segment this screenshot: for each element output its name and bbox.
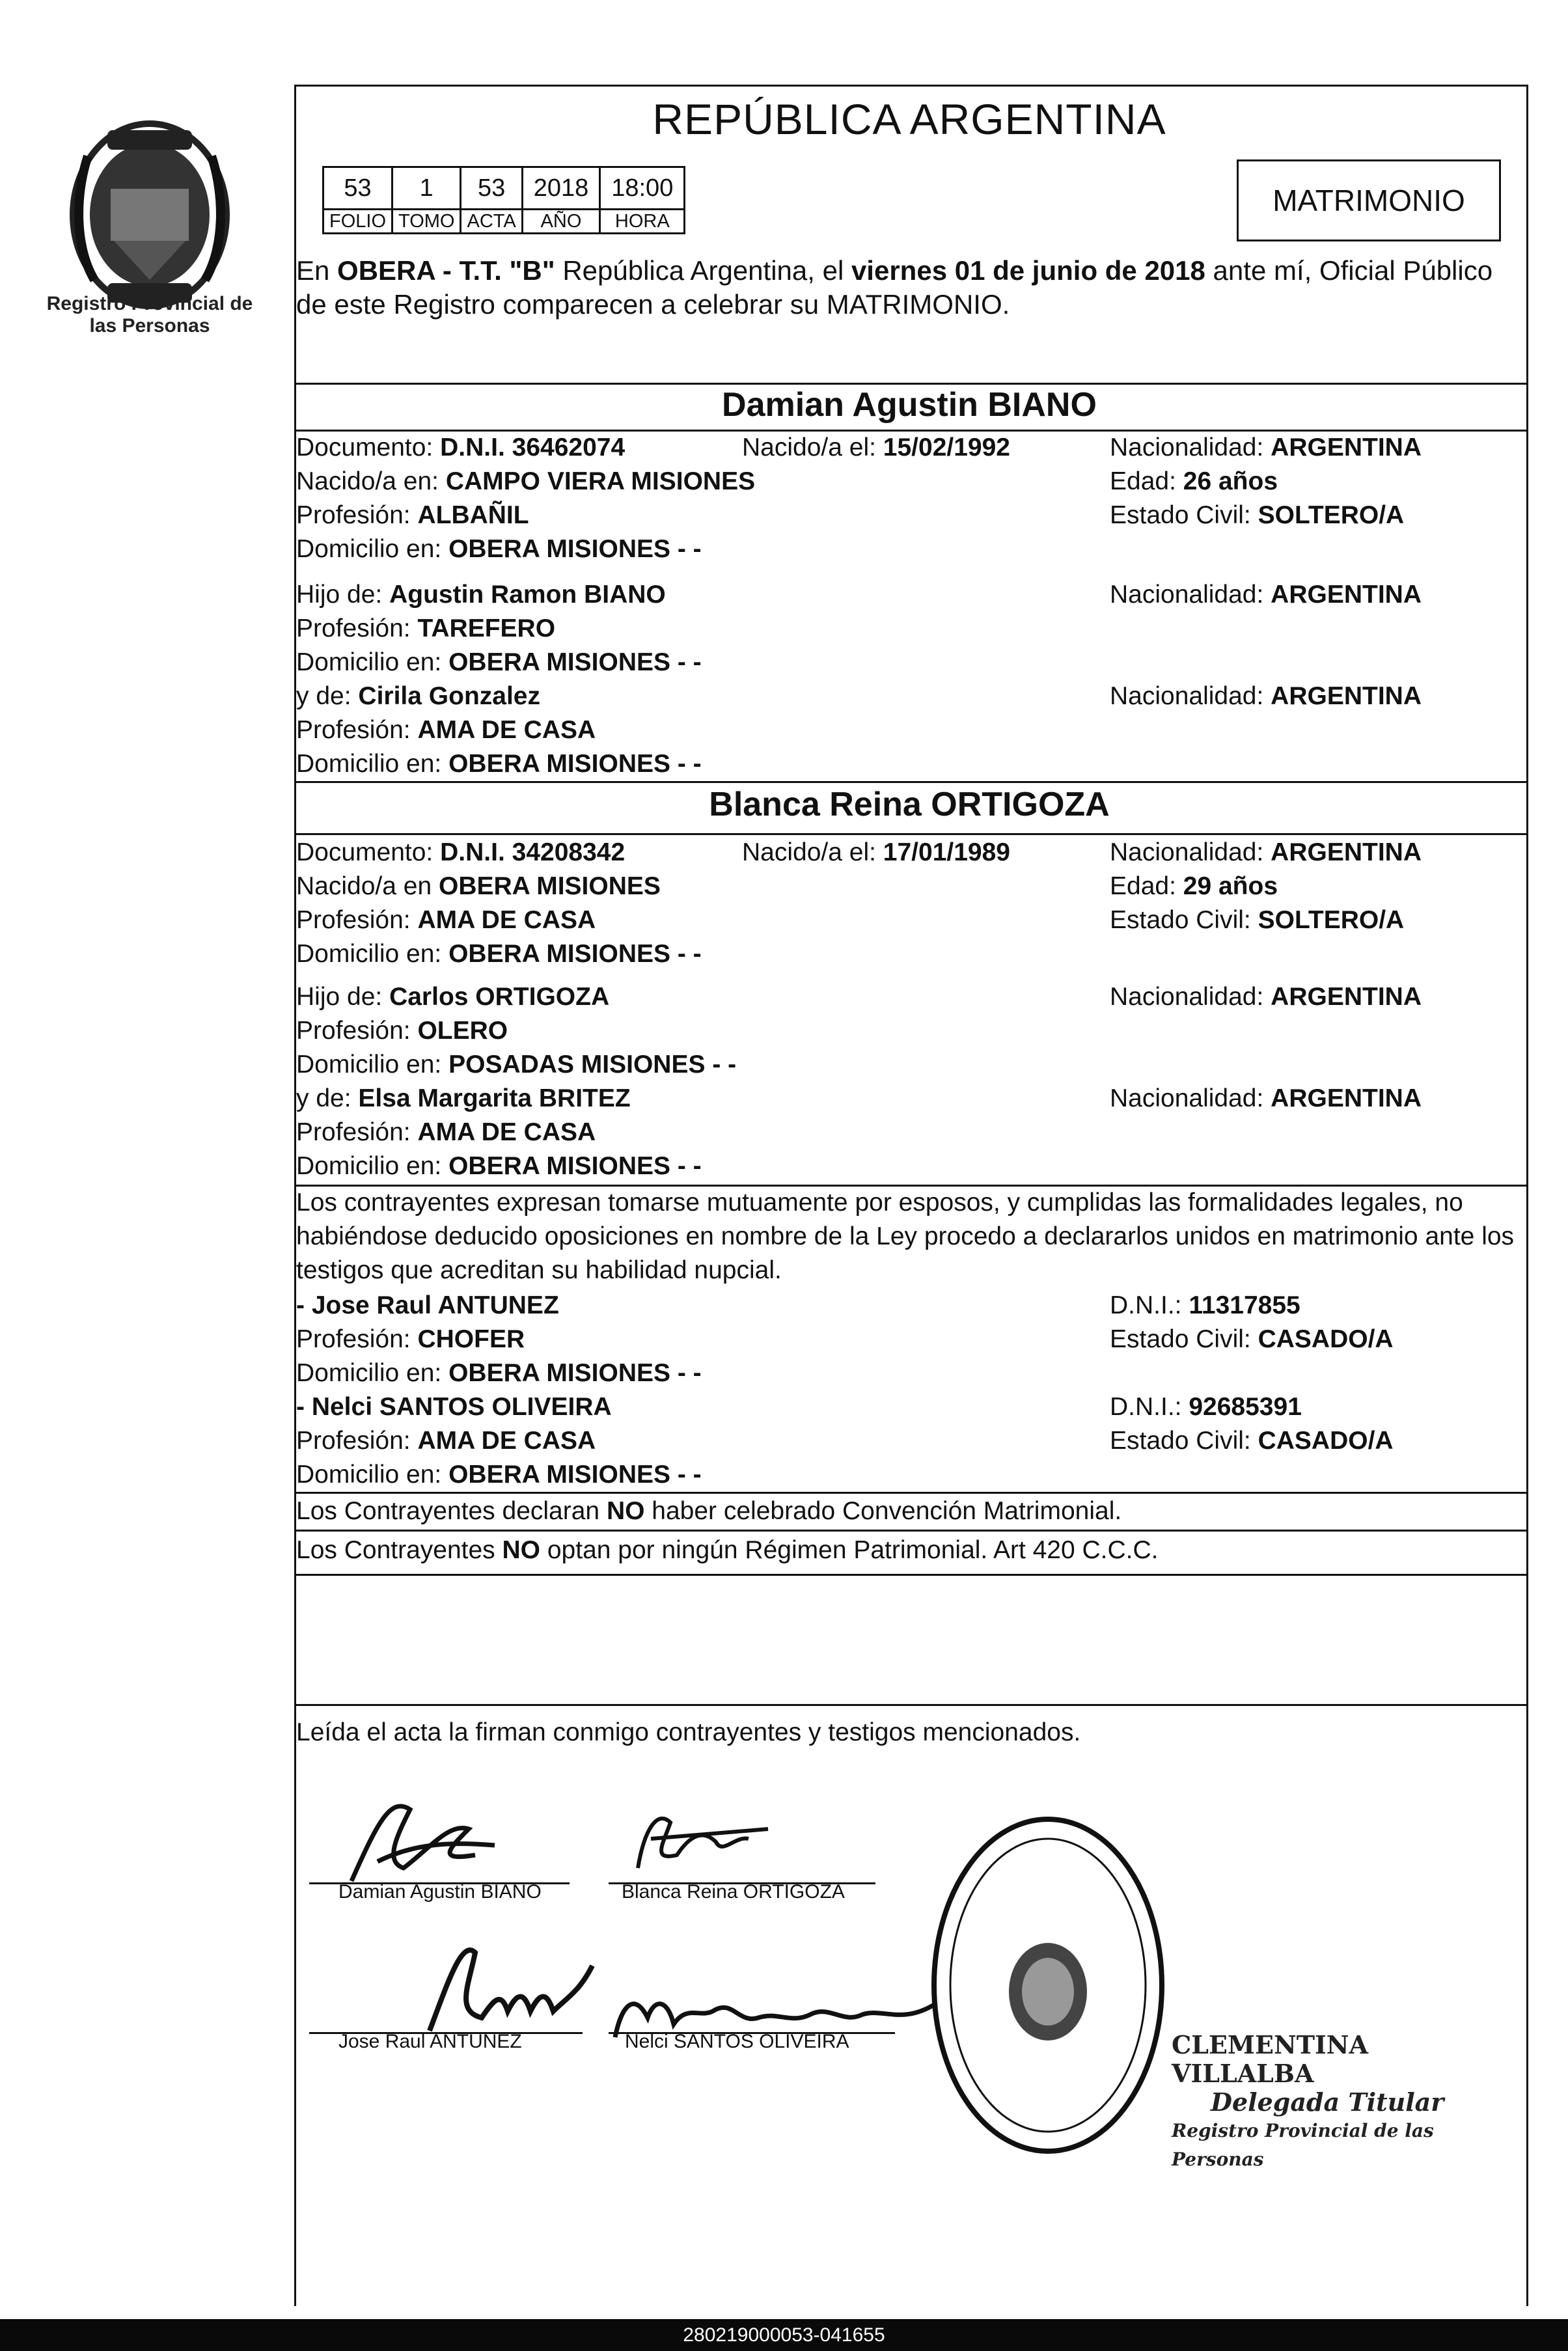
officer-role: Delegada Titular [1211,2087,1444,2117]
divider [294,1492,1526,1494]
spouse2-name: Blanca Reina ORTIGOZA [709,786,1110,823]
spouse1-mother-prof [296,713,596,747]
label: Estado Civil: [1110,501,1251,529]
spouse2-father-nat [1110,980,1422,1014]
label: Nacido/a en: [296,467,439,495]
spouse2-civil [1110,903,1404,937]
label: Estado Civil: [1110,1325,1251,1353]
label: Domicilio en: [296,535,442,563]
divider [294,1530,1526,1532]
value: 26 años [1183,467,1278,495]
witness2-dni [1110,1390,1302,1424]
folio-value: 53 [323,167,392,210]
year-value: 2018 [522,167,600,210]
intro-part: ante mí, Oficial Público de este Registro comparecen a celebrar su MATRIMONIO. [296,255,1493,320]
convention-line [296,1494,1121,1528]
label: Profesión: [296,614,411,642]
record-index-table [322,166,685,234]
divider [294,833,1526,835]
label: Domicilio en: [296,1359,442,1387]
spouse1-prof [296,499,529,532]
spouse1-nat [1110,431,1422,465]
divider [294,781,1526,783]
spouse1-name: Damian Agustin BIANO [722,386,1097,424]
spouse1-father-nat [1110,578,1422,612]
witness1-prof [296,1323,525,1356]
value: OBERA MISIONES - - [448,648,702,676]
registry-label: Registro Provincial de las Personas [46,293,253,337]
tomo-value: 1 [392,167,461,210]
label: D.N.I.: [1110,1393,1182,1421]
spouse2-born [742,836,1010,870]
hour-value: 18:00 [600,167,685,210]
value: - Nelci SANTOS OLIVEIRA [296,1393,612,1421]
spouse1-dom [296,532,702,566]
spouse2-mother-dom [296,1149,702,1183]
label: Profesión: [296,906,411,934]
value: OLERO [417,1017,508,1045]
spouse1-born [742,431,1010,465]
label: Domicilio en: [296,648,442,676]
label: Edad: [1110,467,1176,495]
label: y de: [296,1084,351,1112]
spouse2-dom [296,937,702,971]
official-round-stamp [924,1809,1172,2161]
intro-place: OBERA - T.T. "B" [337,255,555,286]
value: ARGENTINA [1271,1084,1422,1112]
divider [294,1704,1526,1706]
declaration-text: Los contrayentes expresan tomarse mutuamente por esposos, y cumplidas las formalidades legales, no habiéndose deducido oposiciones en nombre de la Ley procedo a declararlos unidos en matrimonio ante los testigos que acreditan su habilidad nupcial. [296,1189,1515,1284]
spouse1-age [1110,465,1278,499]
label: Domicilio en: [296,1051,442,1079]
spouse2-doc [296,836,625,870]
document-title: REPÚBLICA ARGENTINA [652,95,1166,143]
label: Domicilio en: [296,940,442,968]
spouse1-mother-dom [296,747,702,781]
value: AMA DE CASA [417,1118,596,1146]
divider [294,1574,1526,1576]
spouse2-mother [296,1082,631,1116]
hour-label: HORA [600,210,685,234]
closing-text: Leída el acta la firman conmigo contrayentes y testigos mencionados. [296,1718,1081,1746]
witness2-prof [296,1424,596,1458]
label: Profesión: [296,1427,411,1455]
value: CAMPO VIERA MISIONES [445,467,756,495]
acta-value: 53 [461,167,522,210]
label: Estado Civil: [1110,906,1251,934]
value: CASADO/A [1258,1325,1394,1353]
label: Nacionalidad: [1110,682,1264,710]
witness1-name [296,1289,559,1323]
emphasis: NO [606,1497,645,1525]
value: CASADO/A [1258,1427,1394,1455]
value: AMA DE CASA [417,906,596,934]
label: Profesión: [296,716,411,744]
value: OBERA MISIONES - - [448,535,702,563]
value: OBERA MISIONES - - [448,1461,702,1489]
text: Los Contrayentes declaran [296,1497,607,1525]
signature-witness1 [404,1927,599,2037]
divider [294,383,1526,385]
label: Nacionalidad: [1110,983,1264,1011]
spouse2-father-dom [296,1048,736,1082]
witness2-dom [296,1458,702,1492]
intro-part: En [296,255,338,286]
value: POSADAS MISIONES - - [448,1051,737,1079]
label: Hijo de: [296,983,383,1011]
label: Documento: [296,838,433,866]
signature-name-spouse2: Blanca Reina ORTIGOZA [622,1881,845,1903]
signature-spouse1 [338,1783,508,1888]
text: Los Contrayentes [296,1536,502,1564]
spouse2-birthplace [296,870,661,903]
spouse1-birthplace [296,465,755,499]
signature-name-witness1: Jose Raul ANTUNEZ [338,2031,522,2052]
value: D.N.I. 34208342 [440,838,626,866]
spouse1-father-prof [296,612,555,646]
spouse2-prof [296,903,596,937]
value: OBERA MISIONES - - [448,1152,702,1180]
spouse1-mother-nat [1110,680,1422,713]
tomo-label: TOMO [392,210,461,234]
witness1-dom [296,1356,702,1390]
spouse2-mother-nat [1110,1082,1422,1116]
spouse1-doc [296,431,625,465]
document-code-bar: 280219000053-041655 [0,2319,1568,2351]
value: ARGENTINA [1271,433,1422,461]
label: Profesión: [296,1118,411,1146]
value: OBERA MISIONES [438,872,661,900]
spouse1-father-dom [296,646,702,680]
spouse2-age [1110,870,1278,903]
value: ALBAÑIL [417,501,529,529]
province-seal-logo [62,117,238,312]
label: y de: [296,682,351,710]
label: Nacido/a en [296,872,432,900]
label: Nacionalidad: [1110,581,1264,609]
officer-stamp [1172,2031,1484,2174]
label: Nacionalidad: [1110,433,1264,461]
spouse1-mother [296,680,540,713]
value: 29 años [1183,872,1278,900]
witness1-dni [1110,1289,1300,1323]
value: 17/01/1989 [883,838,1010,866]
value: ARGENTINA [1271,838,1422,866]
value: ARGENTINA [1271,983,1422,1011]
value: 92685391 [1189,1393,1302,1421]
witness2-civil [1110,1424,1394,1458]
spouse1-father [296,578,666,612]
spouse2-father-prof [296,1014,508,1048]
label: Domicilio en: [296,1461,442,1489]
regime-line [296,1533,1159,1567]
label: Profesión: [296,501,411,529]
spouse2-nat [1110,836,1422,870]
label: Profesión: [296,1325,411,1353]
label: Estado Civil: [1110,1427,1251,1455]
value: OBERA MISIONES - - [448,940,702,968]
officer-name: CLEMENTINA VILLALBA [1172,2030,1368,2088]
folio-label: FOLIO [323,210,392,234]
label: Domicilio en: [296,750,442,778]
value: ARGENTINA [1271,682,1422,710]
value: - Jose Raul ANTUNEZ [296,1291,559,1319]
label: Nacionalidad: [1110,1084,1264,1112]
spouse2-mother-prof [296,1116,596,1149]
text: haber celebrado Convención Matrimonial. [644,1497,1122,1525]
signature-name-spouse1: Damian Agustin BIANO [338,1881,542,1903]
intro-part: República Argentina, el [555,255,851,286]
spouse2-father [296,980,609,1014]
officer-org: Registro Provincial de las Personas [1172,2120,1434,2170]
label: Nacido/a el: [742,838,876,866]
value: AMA DE CASA [417,716,596,744]
value: CHOFER [417,1325,525,1353]
value: ARGENTINA [1271,581,1422,609]
value: Elsa Margarita BRITEZ [358,1084,631,1112]
value: 15/02/1992 [883,433,1010,461]
value: TAREFERO [417,614,556,642]
intro-text [296,254,1520,322]
value: AMA DE CASA [417,1427,596,1455]
witness2-name [296,1390,612,1424]
signature-spouse2 [625,1803,781,1875]
emphasis: NO [502,1536,541,1564]
witness1-civil [1110,1323,1394,1356]
value: Agustin Ramon BIANO [389,581,666,609]
value: SOLTERO/A [1258,501,1405,529]
spouse1-civil [1110,499,1404,532]
value: 11317855 [1189,1291,1300,1319]
label: Documento: [296,433,433,461]
label: Domicilio en: [296,1152,442,1180]
label: D.N.I.: [1110,1291,1182,1319]
text: optan por ningún Régimen Patrimonial. Art 420 C.C.C. [540,1536,1159,1564]
record-type-box: MATRIMONIO [1237,159,1501,241]
year-label: AÑO [522,210,600,234]
label: Nacionalidad: [1110,838,1264,866]
label: Profesión: [296,1017,411,1045]
label: Edad: [1110,872,1176,900]
value: D.N.I. 36462074 [440,433,626,461]
value: OBERA MISIONES - - [448,1359,702,1387]
intro-date: viernes 01 de junio de 2018 [851,255,1205,286]
value: SOLTERO/A [1258,906,1405,934]
acta-label: ACTA [461,210,522,234]
label: Hijo de: [296,581,383,609]
signature-name-witness2: Nelci SANTOS OLIVEIRA [625,2031,849,2052]
label: Nacido/a el: [742,433,876,461]
value: Cirila Gonzalez [358,682,540,710]
value: Carlos ORTIGOZA [389,983,610,1011]
value: OBERA MISIONES - - [448,750,702,778]
